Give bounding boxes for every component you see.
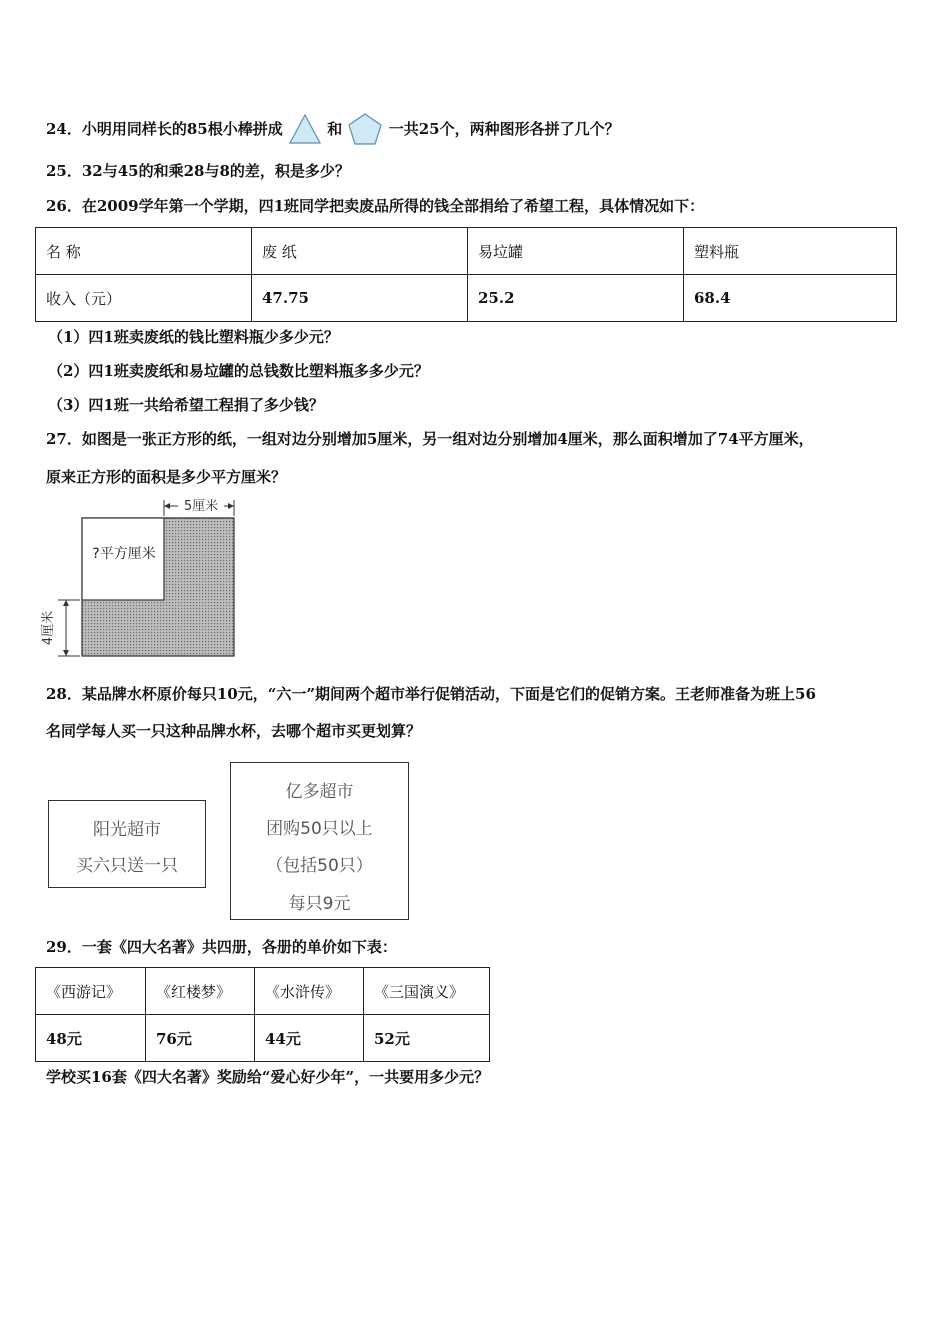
q29-header: 《红楼梦》 bbox=[146, 968, 255, 1015]
q29-price: 76元 bbox=[146, 1015, 255, 1062]
q24-prefix: 24．小明用同样长的85根小棒拼成 bbox=[46, 120, 283, 138]
q29-price: 48元 bbox=[36, 1015, 146, 1062]
q27-line2: 原来正方形的面积是多少平方厘米？ bbox=[46, 468, 287, 486]
q28-line1: 28．某品牌水杯原价每只10元，“六一”期间两个超市举行促销活动，下面是它们的促销方案。王老师准备为班上56 bbox=[46, 685, 816, 703]
q24-suffix: 一共25个，两种图形各拼了几个？ bbox=[388, 120, 620, 138]
store2-price: 每只9元 bbox=[288, 894, 351, 914]
q26-sub-3: （3）四1班一共给希望工程捐了多少钱？ bbox=[48, 396, 324, 414]
q29-price: 52元 bbox=[364, 1015, 490, 1062]
question-24 bbox=[46, 112, 620, 146]
fig-area-label: ?平方厘米 bbox=[92, 546, 156, 562]
q27-line1: 27．如图是一张正方形的纸，一组对边分别增加5厘米，另一组对边分别增加4厘米，那么面积增加了74平方厘米， bbox=[46, 430, 814, 448]
q24-and: 和 bbox=[327, 120, 343, 138]
q26-value-paper: 47.75 bbox=[252, 275, 468, 322]
q27-figure bbox=[40, 494, 240, 664]
q26-sub-2: （2）四1班卖废纸和易垃罐的总钱数比塑料瓶多多少元？ bbox=[48, 362, 429, 380]
q26-value-bottle: 68.4 bbox=[684, 275, 897, 322]
store-yiduo-card bbox=[230, 762, 409, 920]
q29-table bbox=[35, 967, 490, 1062]
store2-note: （包括50只） bbox=[266, 856, 373, 876]
q28-line2: 名同学每人买一只这种品牌水杯，去哪个超市买更划算？ bbox=[46, 722, 422, 740]
store1-name: 阳光超市 bbox=[93, 820, 161, 840]
q26-sub-1: （1）四1班卖废纸的钱比塑料瓶少多少元？ bbox=[48, 328, 339, 346]
q26-value-can: 25.2 bbox=[468, 275, 684, 322]
store2-name: 亿多超市 bbox=[285, 782, 354, 802]
fig-top-label: 5厘米 bbox=[183, 499, 219, 514]
q26-header: 名 称 bbox=[36, 228, 252, 275]
store-yangguang-card bbox=[48, 800, 206, 888]
fig-side-label: 4厘米 bbox=[41, 610, 56, 646]
q26-header: 易垃罐 bbox=[468, 228, 684, 275]
q29-question: 学校买16套《四大名著》奖励给“爱心好少年”，一共要用多少元？ bbox=[46, 1068, 490, 1086]
q29-header: 《三国演义》 bbox=[364, 968, 490, 1015]
q26-row-label: 收入（元） bbox=[36, 275, 252, 322]
pentagon-icon bbox=[347, 112, 383, 146]
store2-offer: 团购50只以上 bbox=[266, 819, 373, 839]
q29-text: 29．一套《四大名著》共四册，各册的单价如下表： bbox=[46, 938, 397, 956]
q29-header: 《水浒传》 bbox=[255, 968, 364, 1015]
triangle-icon bbox=[288, 113, 322, 145]
question-25: 25．32与45的和乘28与8的差，积是多少？ bbox=[46, 162, 350, 180]
question-26: 26．在2009学年第一个学期，四1班同学把卖废品所得的钱全部捐给了希望工程，具体情况如下： bbox=[46, 197, 705, 215]
store1-offer: 买六只送一只 bbox=[76, 856, 178, 876]
q26-table bbox=[35, 227, 897, 322]
q29-header: 《西游记》 bbox=[36, 968, 146, 1015]
q26-header: 塑料瓶 bbox=[684, 228, 897, 275]
q26-header: 废 纸 bbox=[252, 228, 468, 275]
q29-price: 44元 bbox=[255, 1015, 364, 1062]
